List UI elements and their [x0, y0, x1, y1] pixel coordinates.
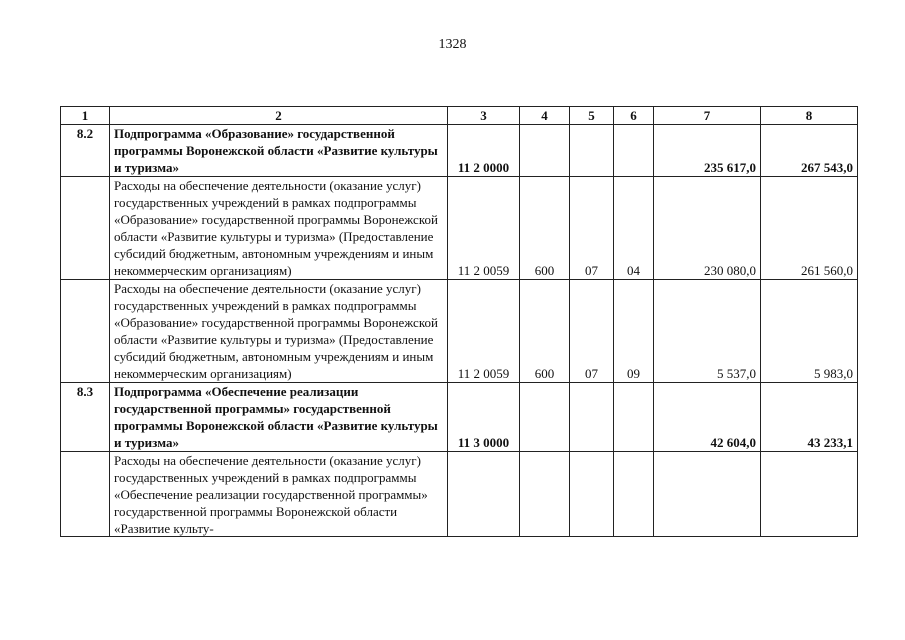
amount-col8: 261 560,0	[761, 177, 858, 280]
table-row	[61, 125, 858, 177]
expense-type: 600	[520, 280, 570, 383]
section	[570, 383, 614, 452]
header-cell-2: 2	[110, 107, 448, 125]
header-cell-6: 6	[614, 107, 654, 125]
subsection	[614, 383, 654, 452]
amount-col8	[761, 452, 858, 537]
page-number: 1328	[438, 37, 467, 52]
expense-type	[520, 125, 570, 177]
header-row	[61, 107, 858, 125]
row-name-text: Расходы на обеспечение деятельности (оказание услуг) государственных учреждений в рамках подпрограммы «Обеспечение реализации государственной программы» государственной программы Воронежской области «Развитие культу-	[114, 453, 428, 536]
row-number	[61, 280, 110, 383]
header-cell-7: 7	[654, 107, 761, 125]
expense-type	[520, 452, 570, 537]
budget-table	[60, 106, 858, 537]
amount-col7: 5 537,0	[654, 280, 761, 383]
row-number	[61, 452, 110, 537]
table-row	[61, 280, 858, 383]
amount-col7: 230 080,0	[654, 177, 761, 280]
amount-col7: 235 617,0	[654, 125, 761, 177]
subsection: 04	[614, 177, 654, 280]
table-row	[61, 383, 858, 452]
section: 07	[570, 177, 614, 280]
subsection: 09	[614, 280, 654, 383]
target-code	[448, 452, 520, 537]
row-name: Расходы на обеспечение деятельности (оказание услуг) государственных учреждений в рамках подпрограммы «Образование» государственной программы Воронежской области «Развитие культуры и туризма» (Предоставление субсидий бюджетным, автономным учреждениям и иным некоммерческим организациям)	[110, 280, 448, 383]
amount-col8: 43 233,1	[761, 383, 858, 452]
subsection	[614, 452, 654, 537]
amount-col7: 42 604,0	[654, 383, 761, 452]
amount-col8: 267 543,0	[761, 125, 858, 177]
expense-type: 600	[520, 177, 570, 280]
section	[570, 125, 614, 177]
row-name: Расходы на обеспечение деятельности (оказание услуг) государственных учреждений в рамках подпрограммы «Образование» государственной программы Воронежской области «Развитие культуры и туризма» (Предоставление субсидий бюджетным, автономным учреждениям и иным некоммерческим организациям)	[110, 177, 448, 280]
table-row	[61, 177, 858, 280]
header-cell-4: 4	[520, 107, 570, 125]
header-cell-1: 1	[61, 107, 110, 125]
amount-col7	[654, 452, 761, 537]
section: 07	[570, 280, 614, 383]
header-cell-3: 3	[448, 107, 520, 125]
section	[570, 452, 614, 537]
expense-type	[520, 383, 570, 452]
row-number	[61, 177, 110, 280]
header-cell-8: 8	[761, 107, 858, 125]
row-number: 8.3	[61, 383, 110, 452]
subsection	[614, 125, 654, 177]
table-row	[61, 452, 858, 537]
amount-col8: 5 983,0	[761, 280, 858, 383]
target-code: 11 2 0059	[448, 280, 520, 383]
row-name: Подпрограмма «Обеспечение реализации государственной программы» государственной программы Воронежской области «Развитие культуры и туризма»	[110, 383, 448, 452]
header-cell-5: 5	[570, 107, 614, 125]
row-name: Подпрограмма «Образование» государственной программы Воронежской области «Развитие культуры и туризма»	[110, 125, 448, 177]
target-code: 11 3 0000	[448, 383, 520, 452]
row-number: 8.2	[61, 125, 110, 177]
target-code: 11 2 0059	[448, 177, 520, 280]
target-code: 11 2 0000	[448, 125, 520, 177]
row-name	[110, 452, 448, 537]
